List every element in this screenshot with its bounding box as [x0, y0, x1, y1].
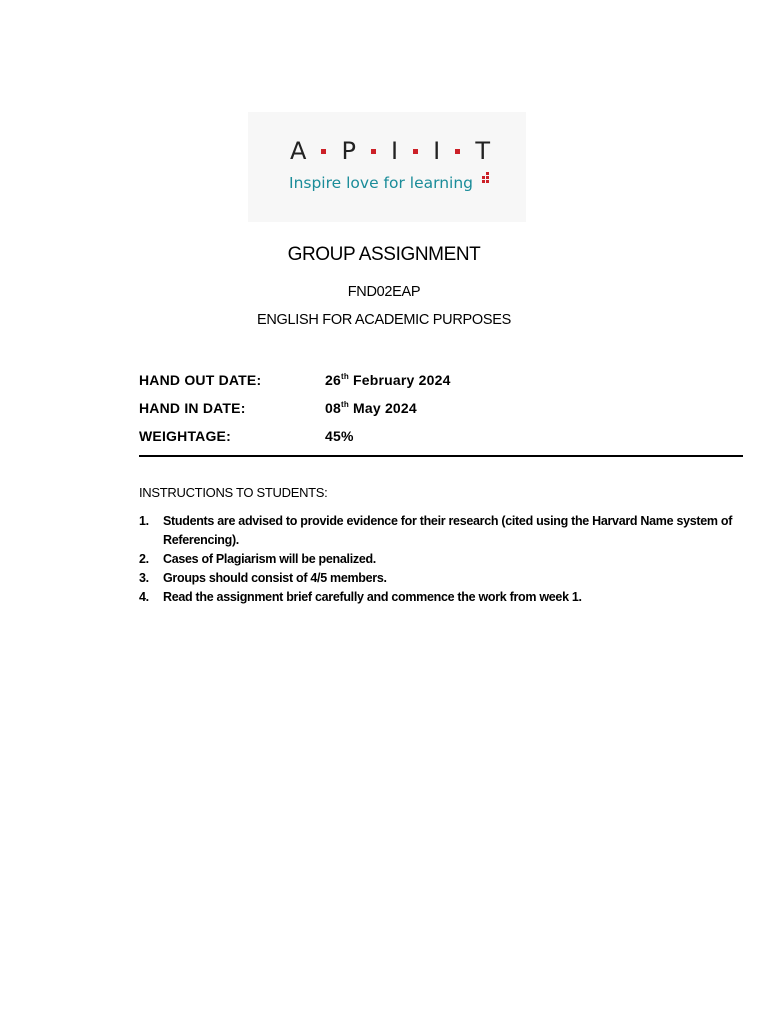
item-number: 1. — [139, 514, 149, 528]
hand-out-row — [139, 372, 539, 392]
hand-in-day: 08 — [325, 400, 341, 416]
logo-background — [248, 112, 526, 222]
logo-dot — [321, 149, 326, 154]
item-text: Groups should consist of 4/5 members. — [163, 571, 387, 585]
item-text: Students are advised to provide evidence for their research (cited using the Harvard Name system of Referencing). — [163, 514, 733, 547]
hand-in-date — [325, 400, 417, 416]
hand-out-label: HAND OUT DATE: — [139, 372, 262, 388]
logo-letter: I — [391, 137, 399, 165]
logo-tagline: Inspire love for learning — [289, 174, 474, 192]
item-text: Cases of Plagiarism will be penalized. — [163, 552, 376, 566]
square-dots-icon — [480, 172, 492, 186]
apiit-logo — [290, 138, 490, 164]
hand-out-date — [325, 372, 451, 388]
list-item — [139, 569, 739, 588]
weightage-row — [139, 428, 539, 448]
list-item — [139, 512, 739, 550]
logo-dot — [413, 149, 418, 154]
logo-letter: T — [475, 137, 490, 165]
instructions-list — [139, 512, 739, 607]
logo-letter: P — [341, 137, 356, 165]
weightage-label: WEIGHTAGE: — [139, 428, 231, 444]
item-number: 4. — [139, 590, 149, 604]
list-item — [139, 550, 739, 569]
item-number: 2. — [139, 552, 149, 566]
hand-in-row — [139, 400, 539, 420]
logo-letter: I — [433, 137, 441, 165]
divider — [139, 455, 743, 457]
item-number: 3. — [139, 571, 149, 585]
hand-out-rest: February 2024 — [348, 372, 451, 388]
hand-in-label: HAND IN DATE: — [139, 400, 246, 416]
page-title: GROUP ASSIGNMENT — [287, 244, 481, 265]
module-code: FND02EAP — [347, 284, 421, 300]
hand-out-suffix: th — [340, 372, 349, 381]
hand-in-rest: May 2024 — [348, 400, 417, 416]
item-text: Read the assignment brief carefully and commence the work from week 1. — [163, 590, 582, 604]
weightage-value: 45% — [325, 428, 354, 444]
course-title: ENGLISH FOR ACADEMIC PURPOSES — [257, 312, 511, 328]
list-item — [139, 588, 739, 607]
logo-dot — [455, 149, 460, 154]
instructions-heading: INSTRUCTIONS TO STUDENTS: — [139, 485, 328, 500]
logo-dot — [371, 149, 376, 154]
logo-letter: A — [290, 137, 307, 165]
hand-in-suffix: th — [340, 400, 349, 409]
hand-out-day: 26 — [325, 372, 341, 388]
